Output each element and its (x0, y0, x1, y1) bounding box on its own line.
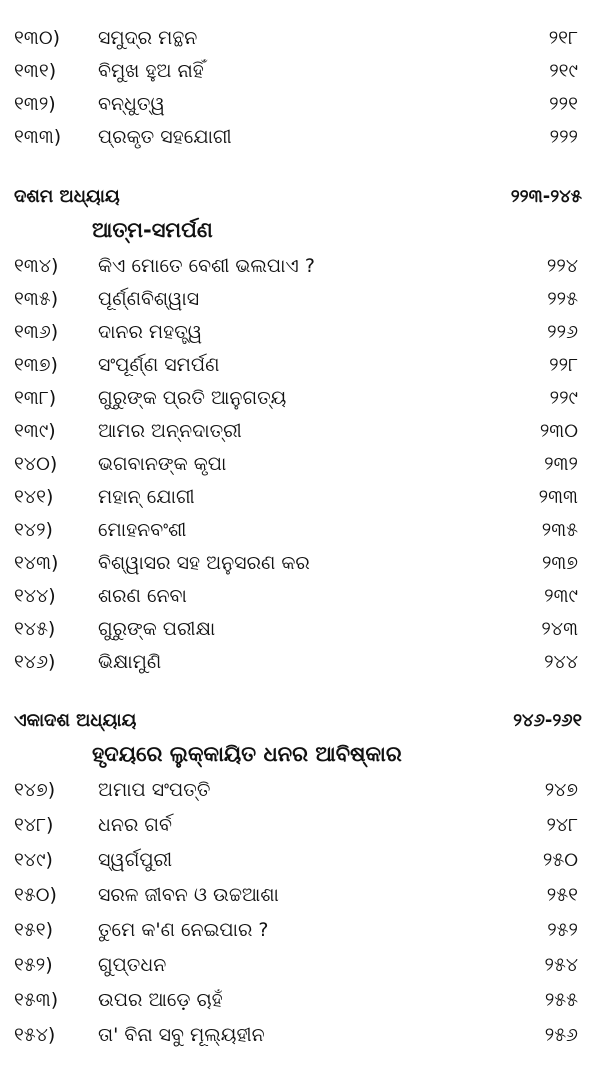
toc-entry (0, 580, 600, 612)
entry-number: ୧୪୦) (14, 453, 58, 475)
entry-page-number: ୨୫୧ (546, 884, 578, 906)
chapter-subtitle: ଆତ୍ମ-ସମର୍ପଣ (92, 218, 213, 242)
entry-title: ଆମର ଅନ୍ନଦାତ୍ରୀ (98, 420, 242, 442)
toc-entry (0, 382, 600, 414)
chapter-name: ଏକାଦଶ ଅଧ୍ୟାୟ (14, 710, 137, 731)
entry-page-number: ୨୪୮ (546, 814, 578, 836)
entry-title: ଅମାପ ସଂପତ୍ତି (98, 779, 211, 801)
entry-number: ୧୪୯) (14, 849, 53, 871)
entry-number: ୧୩୦) (14, 27, 61, 49)
entry-title: ବିମୁଖ ହୁଅ ନାହିଁ (98, 60, 204, 82)
entry-number: ୧୪୨) (14, 519, 53, 541)
entry-number: ୧୩୫) (14, 288, 59, 310)
entry-title: ତା' ବିନା ସବୁ ମୂଲ୍ୟହୀନ (98, 1024, 265, 1046)
chapter-heading (0, 182, 600, 212)
entry-number: ୧୫୨) (14, 954, 53, 976)
entry-page-number: ୨୪୭ (544, 779, 578, 801)
entry-page-number: ୨୨୧ (549, 93, 578, 115)
toc-entry (0, 514, 600, 546)
entry-number: ୧୪୪) (14, 585, 56, 607)
toc-entry (0, 914, 600, 946)
entry-page-number: ୨୩୭ (541, 552, 578, 574)
entry-page-number: ୨୩୦ (539, 420, 578, 442)
entry-title: ସରଳ ଜୀବନ ଓ ଉଚ୍ଚଆଶା (98, 884, 279, 906)
entry-page-number: ୨୧୮ (548, 27, 578, 49)
entry-page-number: ୨୨୫ (547, 288, 578, 310)
entry-title: ବନ୍ଧୁତ୍ୱ (98, 93, 165, 115)
entry-title: ଗୁରୁଙ୍କ ପରୀକ୍ଷା (98, 618, 216, 640)
toc-entry (0, 22, 600, 54)
entry-page-number: ୨୨୬ (547, 321, 578, 343)
entry-number: ୧୪୭) (14, 779, 56, 801)
entry-page-number: ୨୩୩ (538, 486, 578, 508)
entry-title: ଭଗବାନଙ୍କ କୃପା (98, 453, 227, 475)
toc-entry (0, 283, 600, 315)
entry-page-number: ୨୨୪ (546, 255, 578, 277)
entry-page-number: ୨୪୪ (544, 651, 578, 673)
entry-page-number: ୨୨୮ (549, 354, 578, 376)
entry-page-number: ୨୫୬ (544, 1024, 578, 1046)
entry-number: ୧୫୩) (14, 989, 59, 1011)
entry-title: ମହାନ୍ ଯୋଗୀ (98, 486, 195, 508)
toc-entry (0, 448, 600, 480)
entry-number: ୧୩୧) (14, 60, 57, 82)
entry-title: ଧନର ଗର୍ବ (98, 814, 172, 836)
entry-number: ୧୫୧) (14, 919, 54, 941)
entry-page-number: ୨୪୩ (541, 618, 578, 640)
toc-entry (0, 809, 600, 841)
entry-number: ୧୫୪) (14, 1024, 56, 1046)
toc-entry (0, 316, 600, 348)
entry-number: ୧୩୪) (14, 255, 59, 277)
entry-page-number: ୨୩୫ (541, 519, 578, 541)
entry-page-number: ୨୫୨ (547, 919, 578, 941)
entry-title: ଶରଣ ନେବା (98, 585, 187, 607)
entry-number: ୧୪୬) (14, 651, 56, 673)
entry-page-number: ୨୫୪ (544, 954, 578, 976)
entry-page-number: ୨୫୦ (542, 849, 578, 871)
toc-entry (0, 984, 600, 1016)
entry-title: କିଏ ମୋତେ ବେଶୀ ଭଲପାଏ ? (98, 255, 315, 277)
entry-title: ମୋହନବଂଶୀ (98, 519, 187, 541)
toc-entry (0, 121, 600, 153)
entry-title: ଗୁପ୍ତଧନ (98, 954, 167, 976)
toc-entry (0, 88, 600, 120)
entry-title: ପୂର୍ଣ୍ଣବିଶ୍ୱାସ (98, 288, 200, 310)
entry-title: ଭିକ୍ଷାମୁଣି (98, 651, 162, 673)
entry-number: ୧୪୫) (14, 618, 56, 640)
chapter-name: ଦଶମ ଅଧ୍ୟାୟ (14, 186, 120, 207)
chapter-page-range: ୨୪୬-୨୬୧ (513, 710, 582, 731)
entry-title: ସ୍ୱର୍ଗପୁରୀ (98, 849, 173, 871)
toc-entry (0, 949, 600, 981)
toc-entry (0, 646, 600, 678)
toc-entry (0, 250, 600, 282)
toc-entry (0, 481, 600, 513)
entry-number: ୧୫୦) (14, 884, 57, 906)
entry-page-number: ୨୩୨ (544, 453, 578, 475)
entry-page-number: ୨୧୯ (549, 60, 578, 82)
entry-title: ସଂପୂର୍ଣ୍ଣ ସମର୍ପଣ (98, 354, 220, 376)
entry-number: ୧୩୩) (14, 126, 62, 148)
entry-number: ୧୩୬) (14, 321, 59, 343)
entry-title: ତୁମେ କ'ଣ ନେଇପାର ? (98, 919, 269, 941)
entry-number: ୧୪୮) (14, 814, 54, 836)
entry-page-number: ୨୫୫ (544, 989, 578, 1011)
chapter-page-range: ୨୨୩-୨୪୫ (510, 186, 582, 207)
toc-entry (0, 844, 600, 876)
toc-entry (0, 1019, 600, 1051)
entry-title: ପ୍ରକୃତ ସହଯୋଗୀ (98, 126, 232, 148)
entry-number: ୧୩୨) (14, 93, 56, 115)
entry-title: ସମୁଦ୍ର ମନ୍ଥନ (98, 27, 198, 49)
toc-entry (0, 774, 600, 806)
entry-number: ୧୩୯) (14, 420, 56, 442)
toc-entry (0, 415, 600, 447)
entry-title: ଦାନର ମହତ୍ତ୍ୱ (98, 321, 203, 343)
toc-entry (0, 547, 600, 579)
entry-number: ୧୩୭) (14, 354, 58, 376)
entry-title: ଉପର ଆଡ଼େ ଚାହଁ (98, 989, 223, 1011)
entry-number: ୧୩୮) (14, 387, 57, 409)
toc-entry (0, 879, 600, 911)
toc-entry (0, 613, 600, 645)
chapter-heading (0, 706, 600, 736)
entry-page-number: ୨୩୯ (544, 585, 578, 607)
toc-entry (0, 55, 600, 87)
entry-page-number: ୨୨୯ (549, 387, 578, 409)
entry-page-number: ୨୨୨ (549, 126, 578, 148)
entry-number: ୧୪୧) (14, 486, 54, 508)
entry-title: ଗୁରୁଙ୍କ ପ୍ରତି ଆନୁଗତ୍ୟ (98, 387, 287, 409)
entry-title: ବିଶ୍ୱାସର ସହ ଅନୁସରଣ କର (98, 552, 310, 574)
entry-number: ୧୪୩) (14, 552, 59, 574)
toc-entry (0, 349, 600, 381)
chapter-subtitle: ହୃଦୟରେ ଲୁକ୍କାୟିତ ଧନର ଆବିଷ୍କାର (92, 742, 402, 766)
